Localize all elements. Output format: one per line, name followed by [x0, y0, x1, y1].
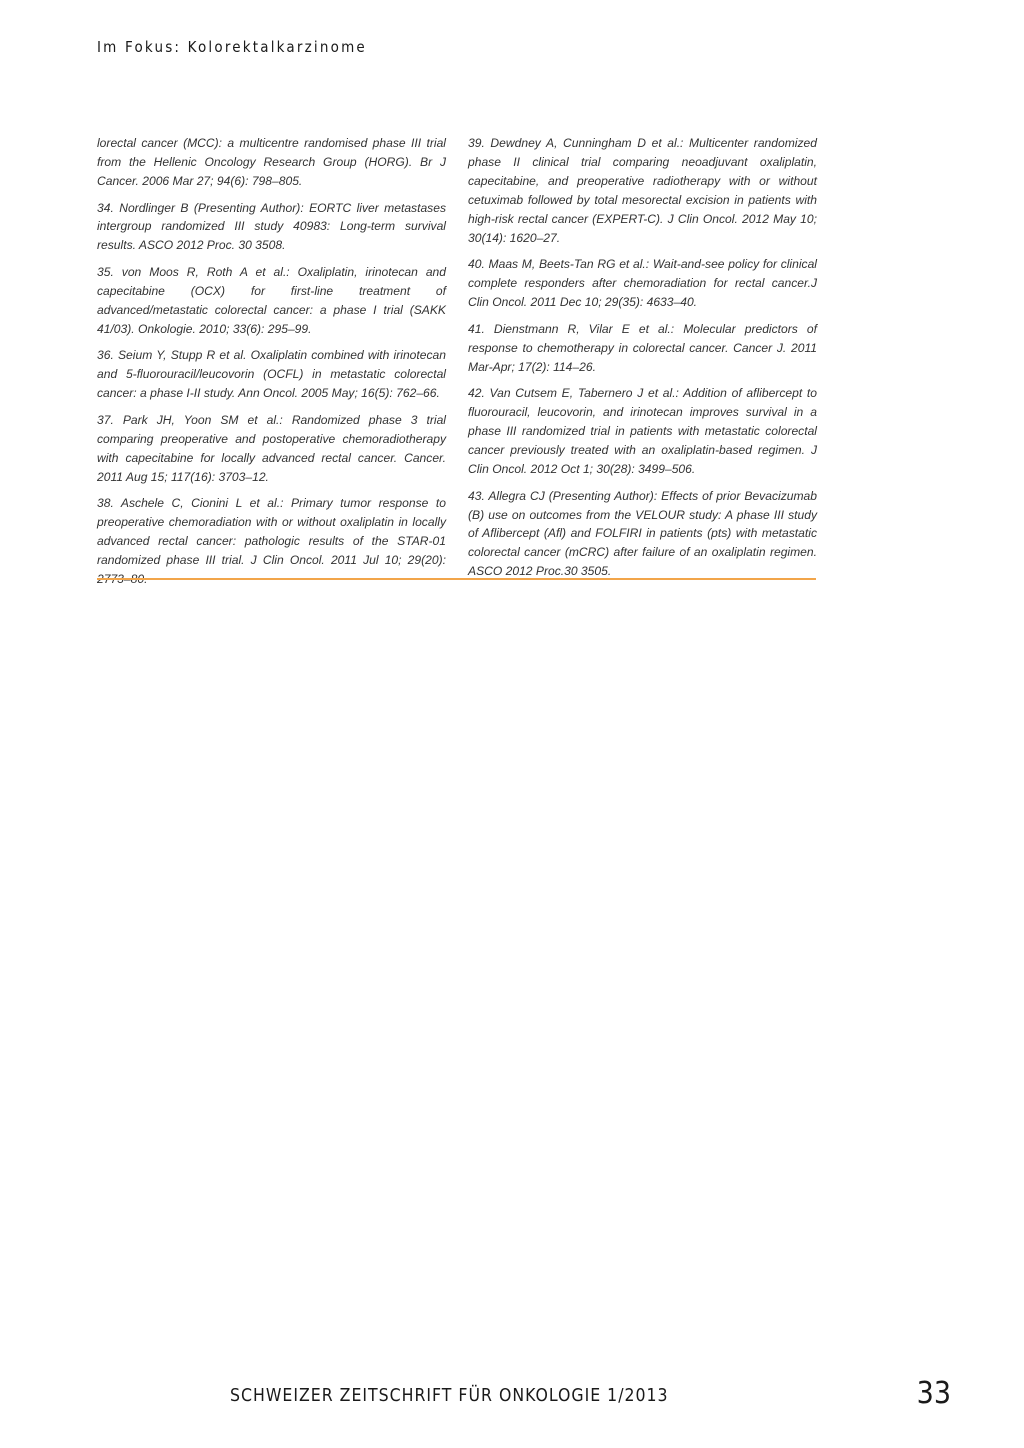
reference-item: 43. Allegra CJ (Presenting Author): Effects of prior Bevacizumab (B) use on outcomes from the VELOUR study: A phase III study of Aflibercept (Afl) and FOLFIRI in patients (pts) with metastatic colorectal cancer (mCRC) after failure of an oxaliplatin regimen. ASCO 2012 Proc.30 3505. [468, 488, 817, 579]
reference-item: 39. Dewdney A, Cunningham D et al.: Multicenter randomized phase II clinical trial comparing neoadjuvant oxaliplatin, capecitabine, and preoperative radiotherapy with or without cetuximab followed by total mesorectal excision in patients with high-risk rectal cancer (EXPERT-C). J Clin Oncol. 2012 May 10; 30(14): 1620–27. [468, 136, 817, 245]
footer-journal-title: SCHWEIZER ZEITSCHRIFT FÜR ONKOLOGIE 1/2013 [230, 1386, 669, 1406]
orange-divider [97, 578, 816, 580]
reference-item: 40. Maas M, Beets-Tan RG et al.: Wait-and-see policy for clinical complete responders after chemoradiation for rectal cancer.J Clin Oncol. 2011 Dec 10; 29(35): 4633–40. [468, 257, 817, 310]
reference-item: 34. Nordlinger B (Presenting Author): EORTC liver metastases intergroup randomized III study 40983: Long-term survival results. ASCO 2012 Proc. 30 3508. [97, 200, 446, 253]
reference-item: lorectal cancer (MCC): a multicentre randomised phase III trial from the Hellenic Oncology Research Group (HORG). Br J Cancer. 2006 Mar 27; 94(6): 798–805. [97, 136, 446, 188]
reference-item: 36. Seium Y, Stupp R et al. Oxaliplatin combined with irinotecan and 5-fluorouracil/leucovorin (OCFL) in metastatic colorectal cancer: a phase I-II study. Ann Oncol. 2005 May; 16(5): 762–66. [97, 348, 446, 401]
reference-item: 42. Van Cutsem E, Tabernero J et al.: Addition of aflibercept to fluorouracil, leucovorin, and irinotecan improves survival in a phase III randomized trial in patients with metastatic colorectal cancer previously treated with an oxaliplatin-based regimen. J Clin Oncol. 2012 Oct 1; 30(28): 3499–506. [468, 386, 817, 476]
references-right-column [468, 134, 817, 589]
references-left-column [97, 134, 446, 597]
running-header: Im Fokus: Kolorektalkarzinome [97, 38, 367, 56]
page-number: 33 [916, 1376, 951, 1411]
reference-item: 35. von Moos R, Roth A et al.: Oxaliplatin, irinotecan and capecitabine (OCX) for first-line treatment of advanced/metastatic colorectal cancer: a phase I trial (SAKK 41/03). Onkologie. 2010; 33(6): 295–99. [97, 265, 446, 336]
reference-item: 37. Park JH, Yoon SM et al.: Randomized phase 3 trial comparing preoperative and postoperative chemoradiotherapy with capecitabine for locally advanced rectal cancer. Cancer. 2011 Aug 15; 117(16): 3703–12. [97, 412, 446, 484]
reference-item: 41. Dienstmann R, Vilar E et al.: Molecular predictors of response to chemotherapy in colorectal cancer. Cancer J. 2011 Mar-Apr; 17(2): 114–26. [468, 321, 817, 374]
reference-item: 38. Aschele C, Cionini L et al.: Primary tumor response to preoperative chemoradiation with or without oxaliplatin in locally advanced rectal cancer: pathologic results of the STAR-01 randomized phase III trial. J Clin Oncol. 2011 Jul 10; 29(20): [97, 496, 446, 568]
